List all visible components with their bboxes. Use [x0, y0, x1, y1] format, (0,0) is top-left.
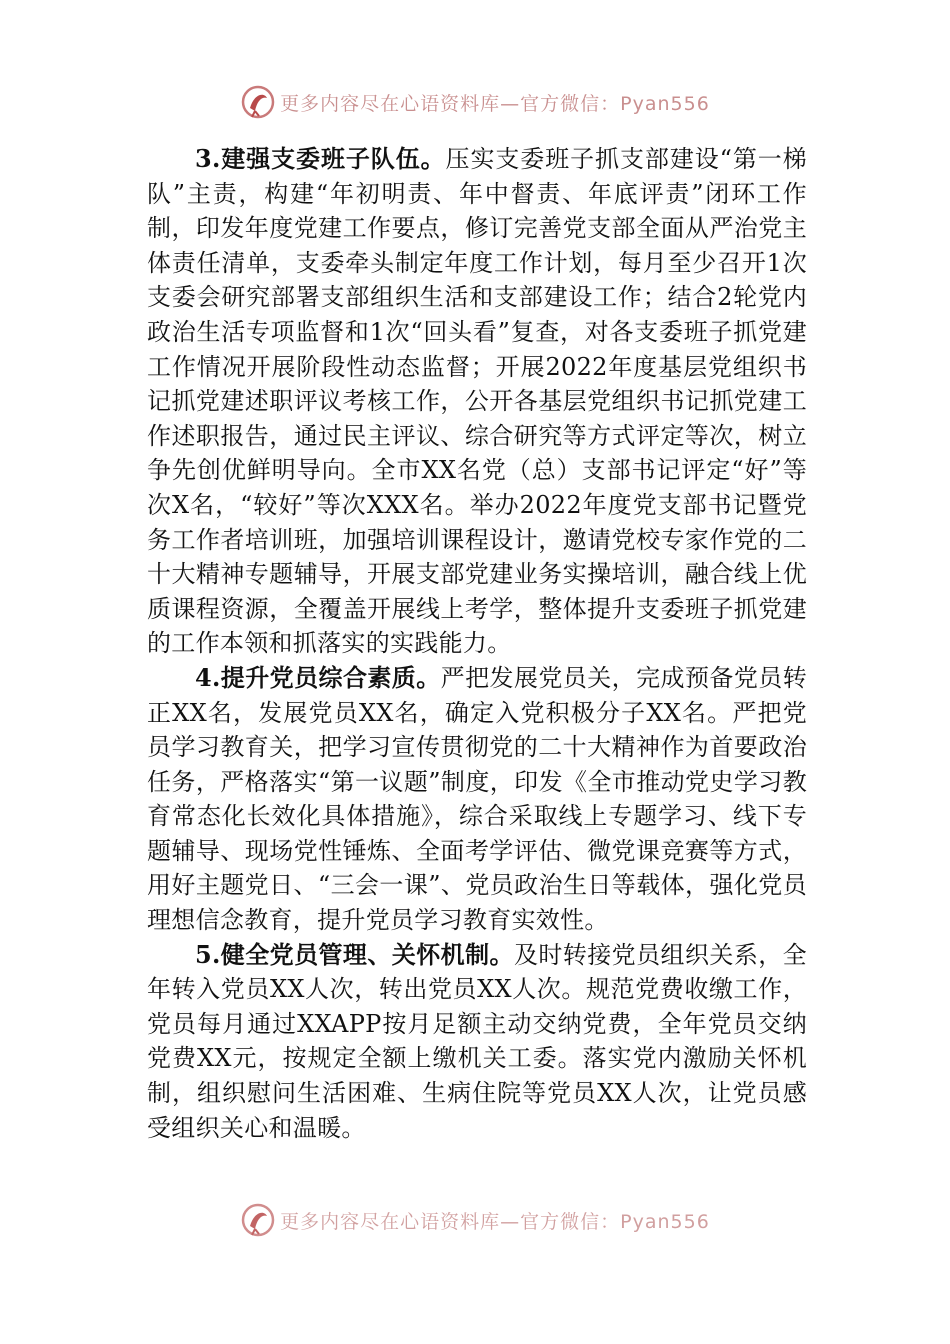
paragraph-heading: 4.提升党员综合素质。	[195, 662, 441, 692]
paragraph-3	[147, 142, 807, 661]
watermark-header	[0, 84, 950, 120]
watermark-text: 更多内容尽在心语资料库—官方微信：Pyan556	[280, 92, 710, 115]
document-body	[147, 142, 807, 1145]
paragraph-5	[147, 938, 807, 1146]
paragraph-heading: 5.健全党员管理、关怀机制。	[195, 939, 514, 969]
watermark-text: 更多内容尽在心语资料库—官方微信：Pyan556	[280, 1210, 710, 1233]
ribbon-logo-icon	[240, 1202, 276, 1238]
paragraph-heading: 3.建强支委班子队伍。	[195, 144, 446, 173]
paragraph-text: 压实支委班子抓支部建设“第一梯队”主责，构建“年初明责、年中督责、年底评责”闭环工作制，印发年度党建工作要点，修订完善党支部全面从严治党主体责任清单，支委牵头制定年度工作计划，每月至少召开1次支委会研究部署支部组织生活和支部建设工作；结合2轮党内政治生活专项监督和1次“回头看”复查，对各支委班子抓党建工作情况开展阶段性动态监督；开展2022年度基层党组织书记抓党建述职评议考核工作，公开各基层党组织书记抓党建工作述职报告，通过民主评议、综合研究等方式评定等次，树立争先创优鲜明导向。全市XX名党（总）支部书记评定“好”等次X名，“较好”等次XXX名。举办2022年度党支部书记暨党务工作者培训班，加强培训课程设计，邀请党校专家作党的二十大精神专题辅导，开展支部党建业务实操培训，融合线上优质课程资源，全覆盖开展线上考学，整体提升支委班子抓党建的工作本领和抓落实的实践能力。	[147, 145, 807, 658]
ribbon-logo-icon	[240, 84, 276, 120]
paragraph-text: 及时转接党员组织关系，全年转入党员XX人次，转出党员XX人次。规范党费收缴工作，党员每月通过XXAPP按月足额主动交纳党费，全年党员交纳党费XX元，按规定全额上缴机关工委。落实党内激励关怀机制，组织慰问生活困难、生病住院等党员XX人次，让党员感受组织关心和温暖。	[147, 940, 807, 1142]
watermark-footer	[0, 1202, 950, 1238]
paragraph-4	[147, 661, 807, 938]
paragraph-text: 严把发展党员关，完成预备党员转正XX名，发展党员XX名，确定入党积极分子XX名。严把党员学习教育关，把学习宣传贯彻党的二十大精神作为首要政治任务，严格落实“第一议题”制度，印发《全市推动党史学习教育常态化长效化具体措施》，综合采取线上专题学习、线下专题辅导、现场党性锤炼、全面考学评估、微党课竞赛等方式，用好主题党日、“三会一课”、党员政治生日等载体，强化党员理想信念教育，提升党员学习教育实效性。	[147, 663, 808, 935]
